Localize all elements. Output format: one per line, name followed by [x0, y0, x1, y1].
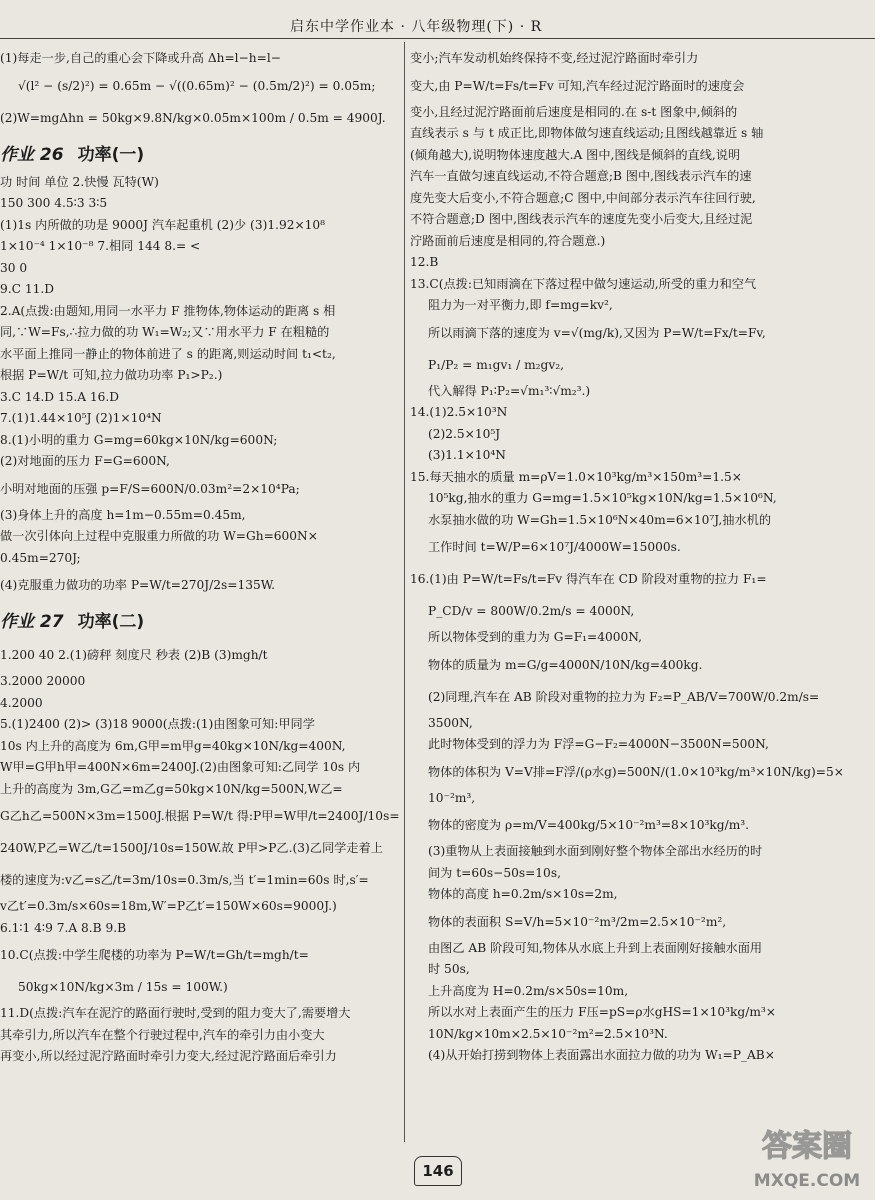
- text-line: 1.200 40 2.(1)磅秤 刻度尺 秒表 (2)B (3)mgh/t: [0, 648, 268, 662]
- text-line: 工作时间 t=W/P=6×10⁷J/4000W=15000s.: [428, 540, 681, 554]
- text-line: 水平面上推同一静止的物体前进了 s 的距离,则运动时间 t₁<t₂,: [0, 346, 336, 361]
- text-line: 15.每天抽水的质量 m=ρV=1.0×10³kg/m³×150m³=1.5×: [410, 469, 742, 484]
- text-line: 7.(1)1.44×10⁵J (2)1×10⁴N: [0, 411, 162, 425]
- text-line: 阻力为一对平衡力,即 f=mg=kv²,: [428, 298, 613, 312]
- text-line: (3)身体上升的高度 h=1m−0.55m=0.45m,: [0, 507, 246, 522]
- text-line: 所以雨滴下落的速度为 v=√(mg/k),又因为 P=W/t=Fx/t=Fv,: [428, 325, 766, 340]
- text-line: 50kg×10N/kg×3m / 15s = 100W.): [18, 980, 228, 994]
- text-line: 上升的高度为 3m,G乙=m乙g=50kg×10N/kg=500N,W乙=: [0, 781, 343, 796]
- text-line: P_CD/v = 800W/0.2m/s = 4000N,: [428, 604, 635, 618]
- section-number: 作业 26: [0, 144, 64, 165]
- column-divider: [404, 42, 405, 1142]
- text-line: 上升高度为 H=0.2m/s×50s=10m,: [428, 983, 629, 998]
- text-line: (1)1s 内所做的功是 9000J 汽车起重机 (2)少 (3)1.92×10⁸: [0, 217, 326, 232]
- text-line: 物体的高度 h=0.2m/s×10s=2m,: [428, 887, 618, 901]
- text-line: 10.C(点拨:中学生爬楼的功率为 P=W/t=Gh/t=mgh/t=: [0, 948, 309, 962]
- section-title: 功率(一): [77, 144, 145, 165]
- text-line: 1×10⁻⁴ 1×10⁻⁸ 7.相同 144 8.= <: [0, 239, 201, 253]
- text-line: 6.1∶1 4∶9 7.A 8.B 9.B: [0, 920, 127, 935]
- text-line: 10⁻²m³,: [428, 790, 476, 805]
- text-line: 直线表示 s 与 t 成正比,即物体做匀速直线运动;且图线越靠近 s 轴: [410, 126, 764, 140]
- text-line: 3.2000 20000: [0, 674, 86, 688]
- text-line: 其牵引力,所以汽车在整个行驶过程中,汽车的牵引力由小变大: [0, 1027, 325, 1042]
- text-line: 汽车一直做匀速直线运动,不符合题意;B 图中,图线表示汽车的速: [410, 169, 752, 183]
- text-line: (3)1.1×10⁴N: [428, 448, 506, 462]
- text-line: 3.C 14.D 15.A 16.D: [0, 389, 120, 404]
- text-line: 11.D(点拨:汽车在泥泞的路面行驶时,受到的阻力变大了,需要增大: [0, 1006, 351, 1020]
- text-line: (2)W=mgΔhn = 50kg×9.8N/kg×0.05m×100m / 0.5m = 4900J.: [0, 110, 386, 125]
- page-header: [0, 14, 875, 39]
- text-line: 此时物体受到的浮力为 F浮=G−F₂=4000N−3500N=500N,: [428, 737, 769, 751]
- text-line: 2.A(点拨:由题知,用同一水平力 F 推物体,物体运动的距离 s 相: [0, 303, 336, 318]
- text-line: (1)每走一步,自己的重心会下降或升高 Δh=l−h=l−: [0, 51, 281, 65]
- text-line: 240W,P乙=W乙/t=1500J/10s=150W.故 P甲>P乙.(3)乙同学走着上: [0, 841, 383, 855]
- text-line: 物体的密度为 ρ=m/V=400kg/5×10⁻²m³=8×10³kg/m³.: [428, 818, 750, 832]
- text-line: 5.(1)2400 (2)> (3)18 9000(点拨:(1)由图象可知:甲同学: [0, 717, 315, 731]
- text-line: 再变小,所以经过泥泞路面时牵引力变大,经过泥泞路面后牵引力: [0, 1049, 337, 1063]
- text-line: 12.B: [410, 255, 439, 269]
- text-line: 10s 内上升的高度为 6m,G甲=m甲g=40kg×10N/kg=400N,: [0, 738, 346, 753]
- section-number: 作业 27: [0, 612, 64, 632]
- watermark-url: MXQE.COM: [753, 1171, 861, 1191]
- text-line: W甲=G甲h甲=400N×6m=2400J.(2)由图象可知:乙同学 10s 内: [0, 760, 361, 774]
- text-line: (4)克服重力做功的功率 P=W/t=270J/2s=135W.: [0, 578, 275, 592]
- text-line: 变大,由 P=W/t=Fs/t=Fv 可知,汽车经过泥泞路面时的速度会: [410, 78, 745, 93]
- text-line: 物体的体积为 V=V排=F浮/(ρ水g)=500N/(1.0×10³kg/m³×10N/kg)=5×: [428, 764, 844, 779]
- text-line: 功 时间 单位 2.快慢 瓦特(W): [0, 174, 159, 189]
- text-line: 10N/kg×10m×2.5×10⁻²m²=2.5×10³N.: [428, 1026, 668, 1041]
- text-line: 4.2000: [0, 695, 43, 710]
- text-line: 0.45m=270J;: [0, 550, 81, 565]
- text-line: 8.(1)小明的重力 G=mg=60kg×10N/kg=600N;: [0, 432, 278, 447]
- text-line: (3)重物从上表面接触到水面到刚好整个物体全部出水经历的时: [428, 844, 763, 858]
- text-line: 楼的速度为:v乙=s乙/t=3m/10s=0.3m/s,当 t′=1min=60s 时,s′=: [0, 873, 369, 887]
- text-line: (2)同理,汽车在 AB 阶段对重物的拉力为 F₂=P_AB/V=700W/0.2m/s=: [428, 689, 820, 704]
- page-number: 146: [414, 1156, 462, 1186]
- text-line: 30 0: [0, 260, 28, 275]
- text-line: 同,∵W=Fs,∴拉力做的功 W₁=W₂;又∵用水平力 F 在粗糙的: [0, 325, 330, 339]
- section-heading: [0, 138, 398, 172]
- text-line: 变小,且经过泥泞路面前后速度是相同的.在 s-t 图象中,倾斜的: [410, 104, 738, 119]
- text-line: (2)对地面的压力 F=G=600N,: [0, 454, 170, 468]
- section-heading: [0, 605, 398, 639]
- watermark-text: 答案圈: [762, 1129, 852, 1164]
- text-line: 不符合题意;D 图中,图线表示汽车的速度先变小后变大,且经过泥: [410, 212, 753, 226]
- text-line: 代入解得 P₁∶P₂=√m₁³∶√m₂³.): [428, 383, 591, 398]
- text-line: 14.(1)2.5×10³N: [410, 405, 508, 419]
- text-line: v乙t′=0.3m/s×60s=18m,W′=P乙t′=150W×60s=9000J.): [0, 899, 337, 913]
- watermark-logo: [744, 1112, 870, 1196]
- header-title: 启东中学作业本 · 八年级物理(下) · R: [290, 19, 543, 35]
- text-line: 10⁵kg,抽水的重力 G=mg=1.5×10⁵kg×10N/kg=1.5×10⁶N,: [428, 491, 777, 505]
- text-line: 根据 P=W/t 可知,拉力做功功率 P₁>P₂.): [0, 368, 223, 382]
- text-line: (4)从开始打捞到物体上表面露出水面拉力做的功为 W₁=P_AB×: [428, 1048, 775, 1062]
- right-column: [410, 48, 844, 1067]
- text-line: 小明对地面的压强 p=F/S=600N/0.03m²=2×10⁴Pa;: [0, 481, 300, 496]
- text-line: √(l² − (s/2)²) = 0.65m − √((0.65m)² − (0.5m/2)²) = 0.05m;: [18, 78, 376, 93]
- text-line: P₁/P₂ = m₁gv₁ / m₂gv₂,: [428, 357, 564, 372]
- text-line: 由图乙 AB 阶段可知,物体从水底上升到上表面刚好接触水面用: [428, 940, 763, 955]
- text-line: 所以水对上表面产生的压力 F压=pS=ρ水gHS=1×10³kg/m³×: [428, 1005, 776, 1019]
- text-line: 时 50s,: [428, 962, 470, 976]
- text-line: (2)2.5×10⁵J: [428, 426, 501, 441]
- text-line: 物体的表面积 S=V/h=5×10⁻²m³/2m=2.5×10⁻²m²,: [428, 914, 727, 929]
- text-line: 泞路面前后速度是相同的,符合题意.): [410, 233, 606, 248]
- text-line: G乙h乙=500N×3m=1500J.根据 P=W/t 得:P甲=W甲/t=2400J/10s=: [0, 809, 400, 823]
- text-line: 3500N,: [428, 715, 473, 730]
- text-line: 间为 t=60s−50s=10s,: [428, 865, 561, 880]
- text-line: 13.C(点拨:已知雨滴在下落过程中做匀速运动,所受的重力和空气: [410, 276, 757, 291]
- text-line: 水泵抽水做的功 W=Gh=1.5×10⁶N×40m=6×10⁷J,抽水机的: [428, 512, 772, 527]
- text-line: (倾角越大),说明物体速度越大.A 图中,图线是倾斜的直线,说明: [410, 147, 741, 162]
- text-line: 度先变大后变小,不符合题意;C 图中,中间部分表示汽车往回行驶,: [410, 190, 756, 205]
- text-line: 所以物体受到的重力为 G=F₁=4000N,: [428, 630, 643, 644]
- text-line: 9.C 11.D: [0, 282, 54, 296]
- text-line: 16.(1)由 P=W/t=Fs/t=Fv 得汽车在 CD 阶段对重物的拉力 F₁=: [410, 572, 767, 586]
- text-line: 变小;汽车发动机始终保持不变,经过泥泞路面时牵引力: [410, 51, 699, 65]
- section-title: 功率(二): [77, 612, 145, 632]
- left-column: [0, 48, 398, 1068]
- text-line: 物体的质量为 m=G/g=4000N/10N/kg=400kg.: [428, 657, 703, 672]
- text-line: 150 300 4.5∶3 3∶5: [0, 196, 108, 210]
- text-line: 做一次引体向上过程中克服重力所做的功 W=Gh=600N×: [0, 529, 318, 543]
